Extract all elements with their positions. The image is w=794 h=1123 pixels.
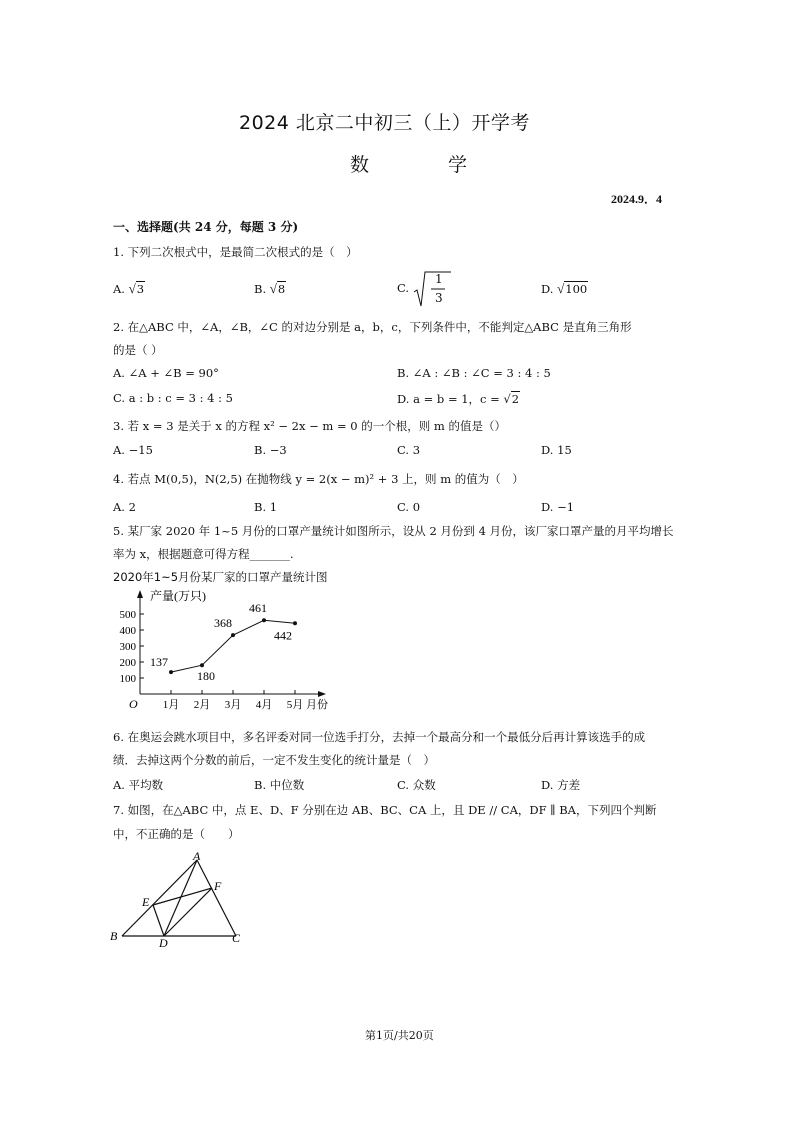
label-e: E xyxy=(142,895,150,909)
fraction-denominator: 3 xyxy=(435,291,443,305)
chart-title: 2020年1~5月份某厂家的口罩产量统计图 xyxy=(113,570,328,584)
production-line-chart xyxy=(110,586,350,716)
option-label: C. xyxy=(397,281,410,295)
q6-option-a: A. 平均数 xyxy=(113,778,164,792)
q6-option-c: C. 众数 xyxy=(397,778,436,792)
q1-option-a: A. √3 xyxy=(113,281,145,296)
page-title: 2024 北京二中初三（上）开学考 xyxy=(239,112,530,134)
x-axis-label: 月份 xyxy=(306,699,328,711)
data-label: 442 xyxy=(274,628,292,643)
q1-option-b: B. √8 xyxy=(254,281,286,296)
q4-option-b: B. 1 xyxy=(254,500,278,514)
data-label: 368 xyxy=(214,616,232,631)
q6-option-d: D. 方差 xyxy=(541,778,581,792)
q4-option-d: D. −1 xyxy=(541,500,575,514)
x-tick-label: 2月 xyxy=(193,699,211,711)
question-7-stem-line1: 7. 如图，在△ABC 中，点 E、D、F 分别在边 AB、BC、CA 上，且 DE // CA，DF ∥ BA，下列四个判断 xyxy=(113,803,657,817)
q1-option-d: D. √100 xyxy=(541,281,588,296)
label-f: F xyxy=(214,879,222,893)
data-label: 180 xyxy=(197,669,215,684)
segment-ac xyxy=(197,860,236,936)
radicand: 2 xyxy=(511,392,520,406)
y-tick-label: 300 xyxy=(119,641,136,653)
x-tick-label: 3月 xyxy=(224,699,242,711)
q2-option-b: B. ∠A : ∠B : ∠C = 3 : 4 : 5 xyxy=(397,366,551,380)
data-point xyxy=(262,618,266,622)
x-tick-label: 1月 xyxy=(162,699,180,711)
data-point xyxy=(200,663,204,667)
radicand: 8 xyxy=(277,282,286,296)
y-axis-arrow xyxy=(137,590,143,598)
sqrt-fraction xyxy=(413,270,453,308)
radicand: 100 xyxy=(565,282,588,296)
question-6-stem-line1: 6. 在奥运会跳水项目中，多名评委对同一位选手打分，去掉一个最高分和一个最低分后再计算该选手的成 xyxy=(113,730,646,744)
subject-title: 数 学 xyxy=(350,154,498,176)
question-2-stem-line2: 的是（ ） xyxy=(113,343,163,357)
label-a: A xyxy=(193,849,201,863)
segment-ad xyxy=(164,860,197,936)
radicand: 3 xyxy=(136,282,145,296)
x-tick-label: 4月 xyxy=(255,699,273,711)
x-axis-arrow xyxy=(318,691,326,697)
question-3-stem: 3. 若 x = 3 是关于 x 的方程 x² − 2x − m = 0 的一个根，则 m 的值是（） xyxy=(113,419,506,433)
segment-ed xyxy=(153,905,164,936)
label-c: C xyxy=(232,931,241,945)
question-7-stem-line2: 中，不正确的是（ ） xyxy=(113,827,240,841)
x-tick-label: 5月 xyxy=(286,699,304,711)
page-number: 第1页/共20页 xyxy=(365,1029,434,1042)
q3-option-c: C. 3 xyxy=(397,443,421,457)
data-label: 137 xyxy=(150,655,168,670)
label-b: B xyxy=(110,929,118,943)
y-tick-label: 100 xyxy=(119,673,136,685)
option-label: A. xyxy=(113,282,125,296)
option-label: B. xyxy=(254,282,267,296)
q6-option-b: B. 中位数 xyxy=(254,778,305,792)
label-d: D xyxy=(159,936,168,948)
fraction-numerator: 1 xyxy=(435,272,443,286)
option-text: D. a = b = 1，c = xyxy=(397,392,500,406)
y-tick-label: 200 xyxy=(119,657,136,669)
q3-option-d: D. 15 xyxy=(541,443,572,457)
question-2-stem-line1: 2. 在△ABC 中，∠A，∠B，∠C 的对边分别是 a，b，c，下列条件中，不能判定△ABC 是直角三角形 xyxy=(113,320,632,334)
q2-option-c: C. a : b : c = 3 : 4 : 5 xyxy=(113,391,233,405)
q3-option-a: A. −15 xyxy=(113,443,153,457)
y-tick-label: 400 xyxy=(119,625,136,637)
data-point xyxy=(169,670,173,674)
question-4-stem: 4. 若点 M(0,5)，N(2,5) 在抛物线 y = 2(x − m)² + 3 上，则 m 的值为（ ） xyxy=(113,472,524,486)
data-label: 461 xyxy=(249,601,267,616)
origin-label: O xyxy=(129,697,138,711)
q2-option-a: A. ∠A + ∠B = 90° xyxy=(113,366,219,380)
y-tick-label: 500 xyxy=(119,609,136,621)
exam-date: 2024.9．4 xyxy=(611,192,663,206)
data-point xyxy=(293,621,297,625)
question-1-stem: 1. 下列二次根式中，是最简二次根式的是（ ） xyxy=(113,245,358,259)
y-axis-label: 产量(万只) xyxy=(150,589,206,603)
question-6-stem-line2: 绩．去掉这两个分数的前后，一定不发生变化的统计量是（ ） xyxy=(113,753,435,767)
question-5-stem-line1: 5. 某厂家 2020 年 1~5 月份的口罩产量统计如图所示，设从 2 月份到 4 月份，该厂家口罩产量的月平均增长 xyxy=(113,524,674,538)
section-heading: 一、选择题(共 24 分，每题 3 分) xyxy=(113,220,299,234)
q2-option-d: D. a = b = 1，c = √2 xyxy=(397,392,520,406)
data-point xyxy=(231,633,235,637)
q4-option-a: A. 2 xyxy=(113,500,136,514)
q3-option-b: B. −3 xyxy=(254,443,287,457)
triangle-figure xyxy=(108,848,248,948)
q4-option-c: C. 0 xyxy=(397,500,421,514)
question-5-stem-line2: 率为 x，根据题意可得方程_______. xyxy=(113,547,294,561)
option-label: D. xyxy=(541,282,554,296)
